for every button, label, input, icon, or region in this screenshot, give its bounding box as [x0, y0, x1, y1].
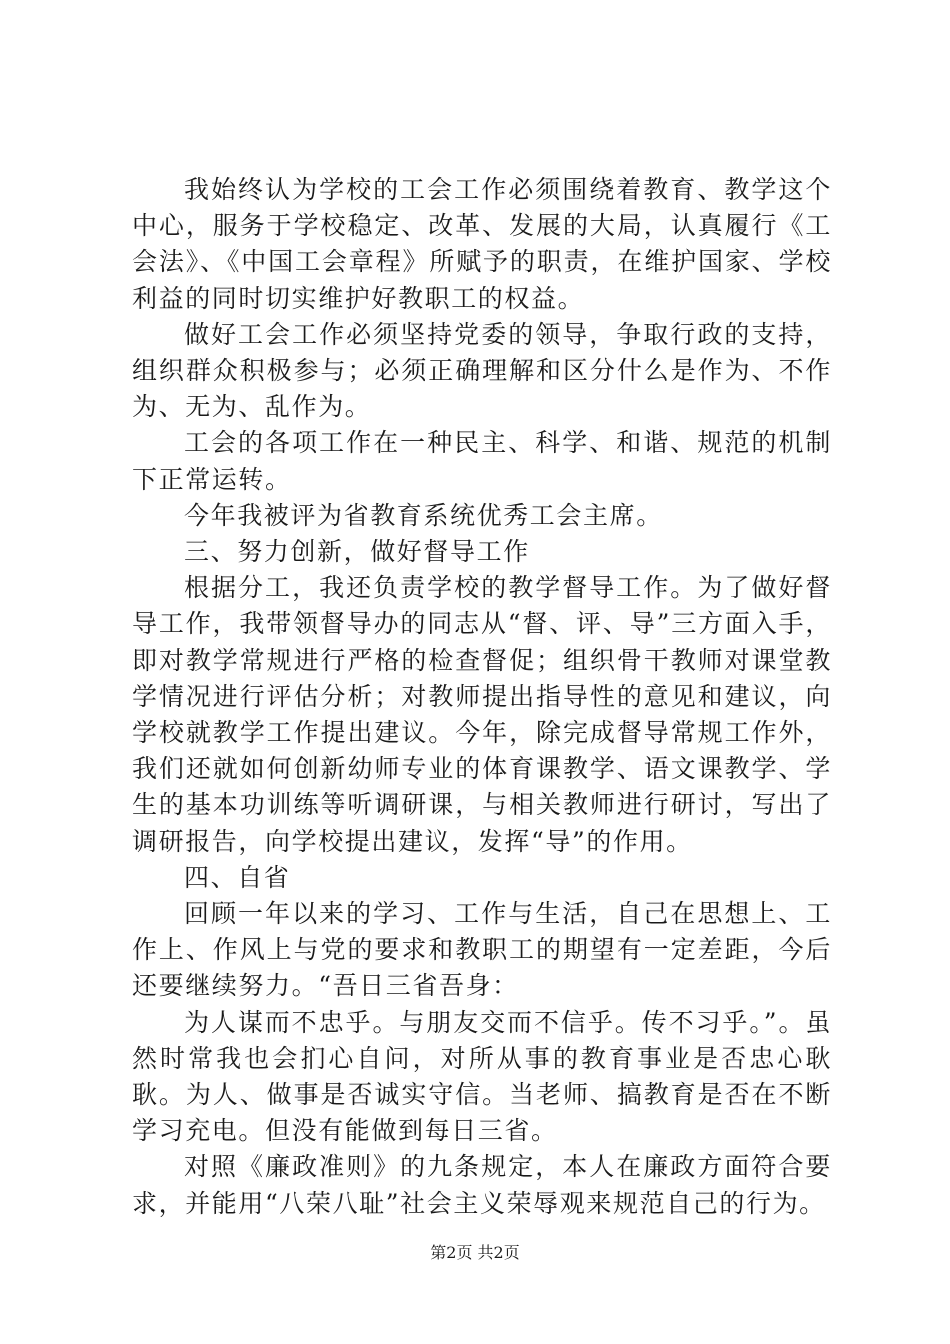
- paragraph-union-mechanism: 工会的各项工作在一种民主、科学、和谐、规范的机制下正常运转。: [132, 428, 832, 494]
- paragraph-party-leadership: 做好工会工作必须坚持党委的领导，争取行政的支持，组织群众积极参与；必须正确理解和区分什么是作为、不作为、无为、乱作为。: [132, 319, 832, 422]
- paragraph-review-year: 回顾一年以来的学习、工作与生活，自己在思想上、工作上、作风上与党的要求和教职工的期望有一定差距，今后还要继续努力。“吾日三省吾身：: [132, 899, 832, 1001]
- paragraph-union-work-center: 我始终认为学校的工会工作必须围绕着教育、教学这个中心，服务于学校稳定、改革、发展的大局，认真履行《工会法》、《中国工会章程》所赋予的职责，在维护国家、学校利益的同时切实维护好教职工的权益。: [132, 175, 832, 313]
- paragraph-award: 今年我被评为省教育系统优秀工会主席。: [184, 500, 663, 530]
- page-footer: 第2页 共2页: [430, 1243, 520, 1262]
- section-heading-supervision: 三、努力创新，做好督导工作: [184, 537, 530, 567]
- document-body: [132, 172, 832, 1222]
- paragraph-integrity: 对照《廉政准则》的九条规定，本人在廉政方面符合要求，并能用“八荣八耻”社会主义荣辱观来规范自己的行为。: [132, 1152, 832, 1218]
- section-heading-self-reflection: 四、自省: [184, 862, 291, 892]
- paragraph-supervision-work: 根据分工，我还负责学校的教学督导工作。为了做好督导工作，我带领督导办的同志从“督、评、导”三方面入手，即对教学常规进行严格的检查督促；组织骨干教师对课堂教学情况进行评估分析；对教师提出指导性的意见和建议，向学校就教学工作提出建议。今年，除完成督导常规工作外，我们还就如何创新幼师专业的体育课教学、语文课教学、学生的基本功训练等听调研课，与相关教师进行研讨，写出了调研报告，向学校提出建议，发挥“导”的作用。: [132, 573, 832, 856]
- paragraph-three-reflections: 为人谋而不忠乎。与朋友交而不信乎。传不习乎。”。虽然时常我也会扪心自问，对所从事的教育事业是否忠心耿耿。为人、做事是否诚实守信。当老师、搞教育是否在不断学习充电。但没有能做到每日三省。: [132, 1007, 832, 1146]
